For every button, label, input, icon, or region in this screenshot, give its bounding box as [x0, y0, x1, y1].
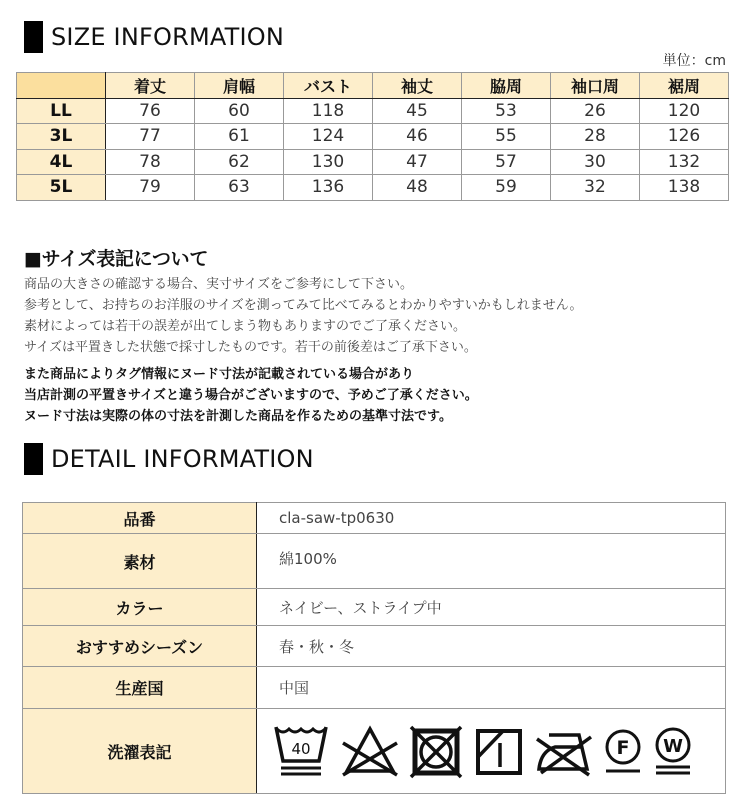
detail-value: 春・秋・冬: [257, 626, 726, 667]
table-cell: 138: [640, 175, 729, 201]
table-cell: 126: [640, 124, 729, 150]
table-cell: 57: [462, 149, 551, 175]
note-bold-line: ヌード寸法は実際の体の寸法を計測した商品を作るための基準寸法です。: [24, 409, 452, 424]
no-tumble-dry-icon: [409, 723, 463, 779]
table-cell: 79: [106, 175, 195, 201]
detail-row-product-number: [23, 503, 726, 534]
table-cell: 78: [106, 149, 195, 175]
detail-section-title: [24, 444, 314, 474]
detail-value: cla-saw-tp0630: [257, 503, 726, 534]
table-cell: 76: [106, 98, 195, 124]
line-dry-shade-icon: [473, 723, 525, 779]
table-cell: 53: [462, 98, 551, 124]
column-header: 着丈: [106, 73, 195, 99]
size-label: 4L: [17, 149, 106, 175]
detail-value: 中国: [257, 667, 726, 709]
table-cell: 55: [462, 124, 551, 150]
detail-label: 品番: [23, 503, 257, 534]
svg-text:W: W: [663, 736, 683, 757]
svg-text:40: 40: [291, 740, 311, 758]
table-cell: 32: [551, 175, 640, 201]
note-line: 参考として、お持ちのお洋服のサイズを測ってみて比べてみるとわかりやすいかもしれません。: [24, 298, 583, 313]
dry-clean-f-icon: [603, 723, 643, 779]
detail-value: 綿100%: [257, 534, 726, 589]
note-line: 商品の大きさの確認する場合、実寸サイズをご参考にして下さい。: [24, 277, 413, 292]
table-cell: 61: [195, 124, 284, 150]
detail-row-care: [23, 709, 726, 794]
detail-label: 生産国: [23, 667, 257, 709]
table-cell: 62: [195, 149, 284, 175]
size-label: 3L: [17, 124, 106, 150]
column-header: 肩幅: [195, 73, 284, 99]
size-label: LL: [17, 98, 106, 124]
wet-clean-w-icon: [653, 723, 693, 779]
wash-40-gentle-icon: [273, 723, 331, 779]
table-cell: 45: [373, 98, 462, 124]
column-header: 袖口周: [551, 73, 640, 99]
title-bar-marker: [24, 21, 43, 53]
table-cell: 59: [462, 175, 551, 201]
table-cell: 77: [106, 124, 195, 150]
detail-table: [22, 502, 726, 794]
column-header: 脇周: [462, 73, 551, 99]
table-cell: 30: [551, 149, 640, 175]
table-cell: 26: [551, 98, 640, 124]
detail-row-color: [23, 589, 726, 626]
detail-label: 素材: [23, 534, 257, 589]
table-row: [17, 98, 729, 124]
column-header: 裾周: [640, 73, 729, 99]
title-bar-marker: [24, 443, 43, 475]
size-label: 5L: [17, 175, 106, 201]
no-bleach-icon: [341, 723, 399, 779]
table-cell: 124: [284, 124, 373, 150]
note-bold-line: 当店計測の平置きサイズと違う場合がございますので、予めご了承ください。: [24, 388, 478, 403]
table-cell: 63: [195, 175, 284, 201]
note-line: サイズは平置きした状態で採寸したものです。若干の前後差はご了承下さい。: [24, 340, 477, 355]
note-bold-line: また商品によりタグ情報にヌード寸法が記載されている場合があり: [24, 367, 415, 382]
table-row: [17, 149, 729, 175]
table-cell: 120: [640, 98, 729, 124]
detail-row-country: [23, 667, 726, 709]
detail-row-season: [23, 626, 726, 667]
table-row: [17, 124, 729, 150]
care-symbols: [257, 709, 726, 794]
table-row: [17, 175, 729, 201]
detail-label: 洗濯表記: [23, 709, 257, 794]
size-notes: [24, 244, 724, 427]
unit-label: 単位：cm: [662, 53, 726, 69]
table-cell: 48: [373, 175, 462, 201]
table-cell: 46: [373, 124, 462, 150]
note-line: 素材によっては若干の誤差が出てしまう物もありますのでご了承ください。: [24, 319, 467, 334]
column-header: 袖丈: [373, 73, 462, 99]
detail-label: おすすめシーズン: [23, 626, 257, 667]
table-cell: 118: [284, 98, 373, 124]
table-cell: 132: [640, 149, 729, 175]
detail-label: カラー: [23, 589, 257, 626]
table-cell: 136: [284, 175, 373, 201]
table-cell: 130: [284, 149, 373, 175]
table-cell: 47: [373, 149, 462, 175]
detail-section-title-text: DETAIL INFORMATION: [51, 445, 314, 473]
table-cell: 60: [195, 98, 284, 124]
size-table-corner: [17, 73, 106, 99]
size-notes-heading: ■サイズ表記について: [24, 248, 209, 270]
table-cell: 28: [551, 124, 640, 150]
size-table: [16, 72, 729, 201]
detail-value: ネイビー、ストライプ中: [257, 589, 726, 626]
detail-row-material: [23, 534, 726, 589]
no-iron-icon: [535, 723, 593, 779]
size-section-title: [24, 22, 284, 52]
svg-text:F: F: [616, 737, 630, 759]
size-table-header-row: [17, 73, 729, 99]
column-header: バスト: [284, 73, 373, 99]
size-section-title-text: SIZE INFORMATION: [51, 23, 284, 51]
